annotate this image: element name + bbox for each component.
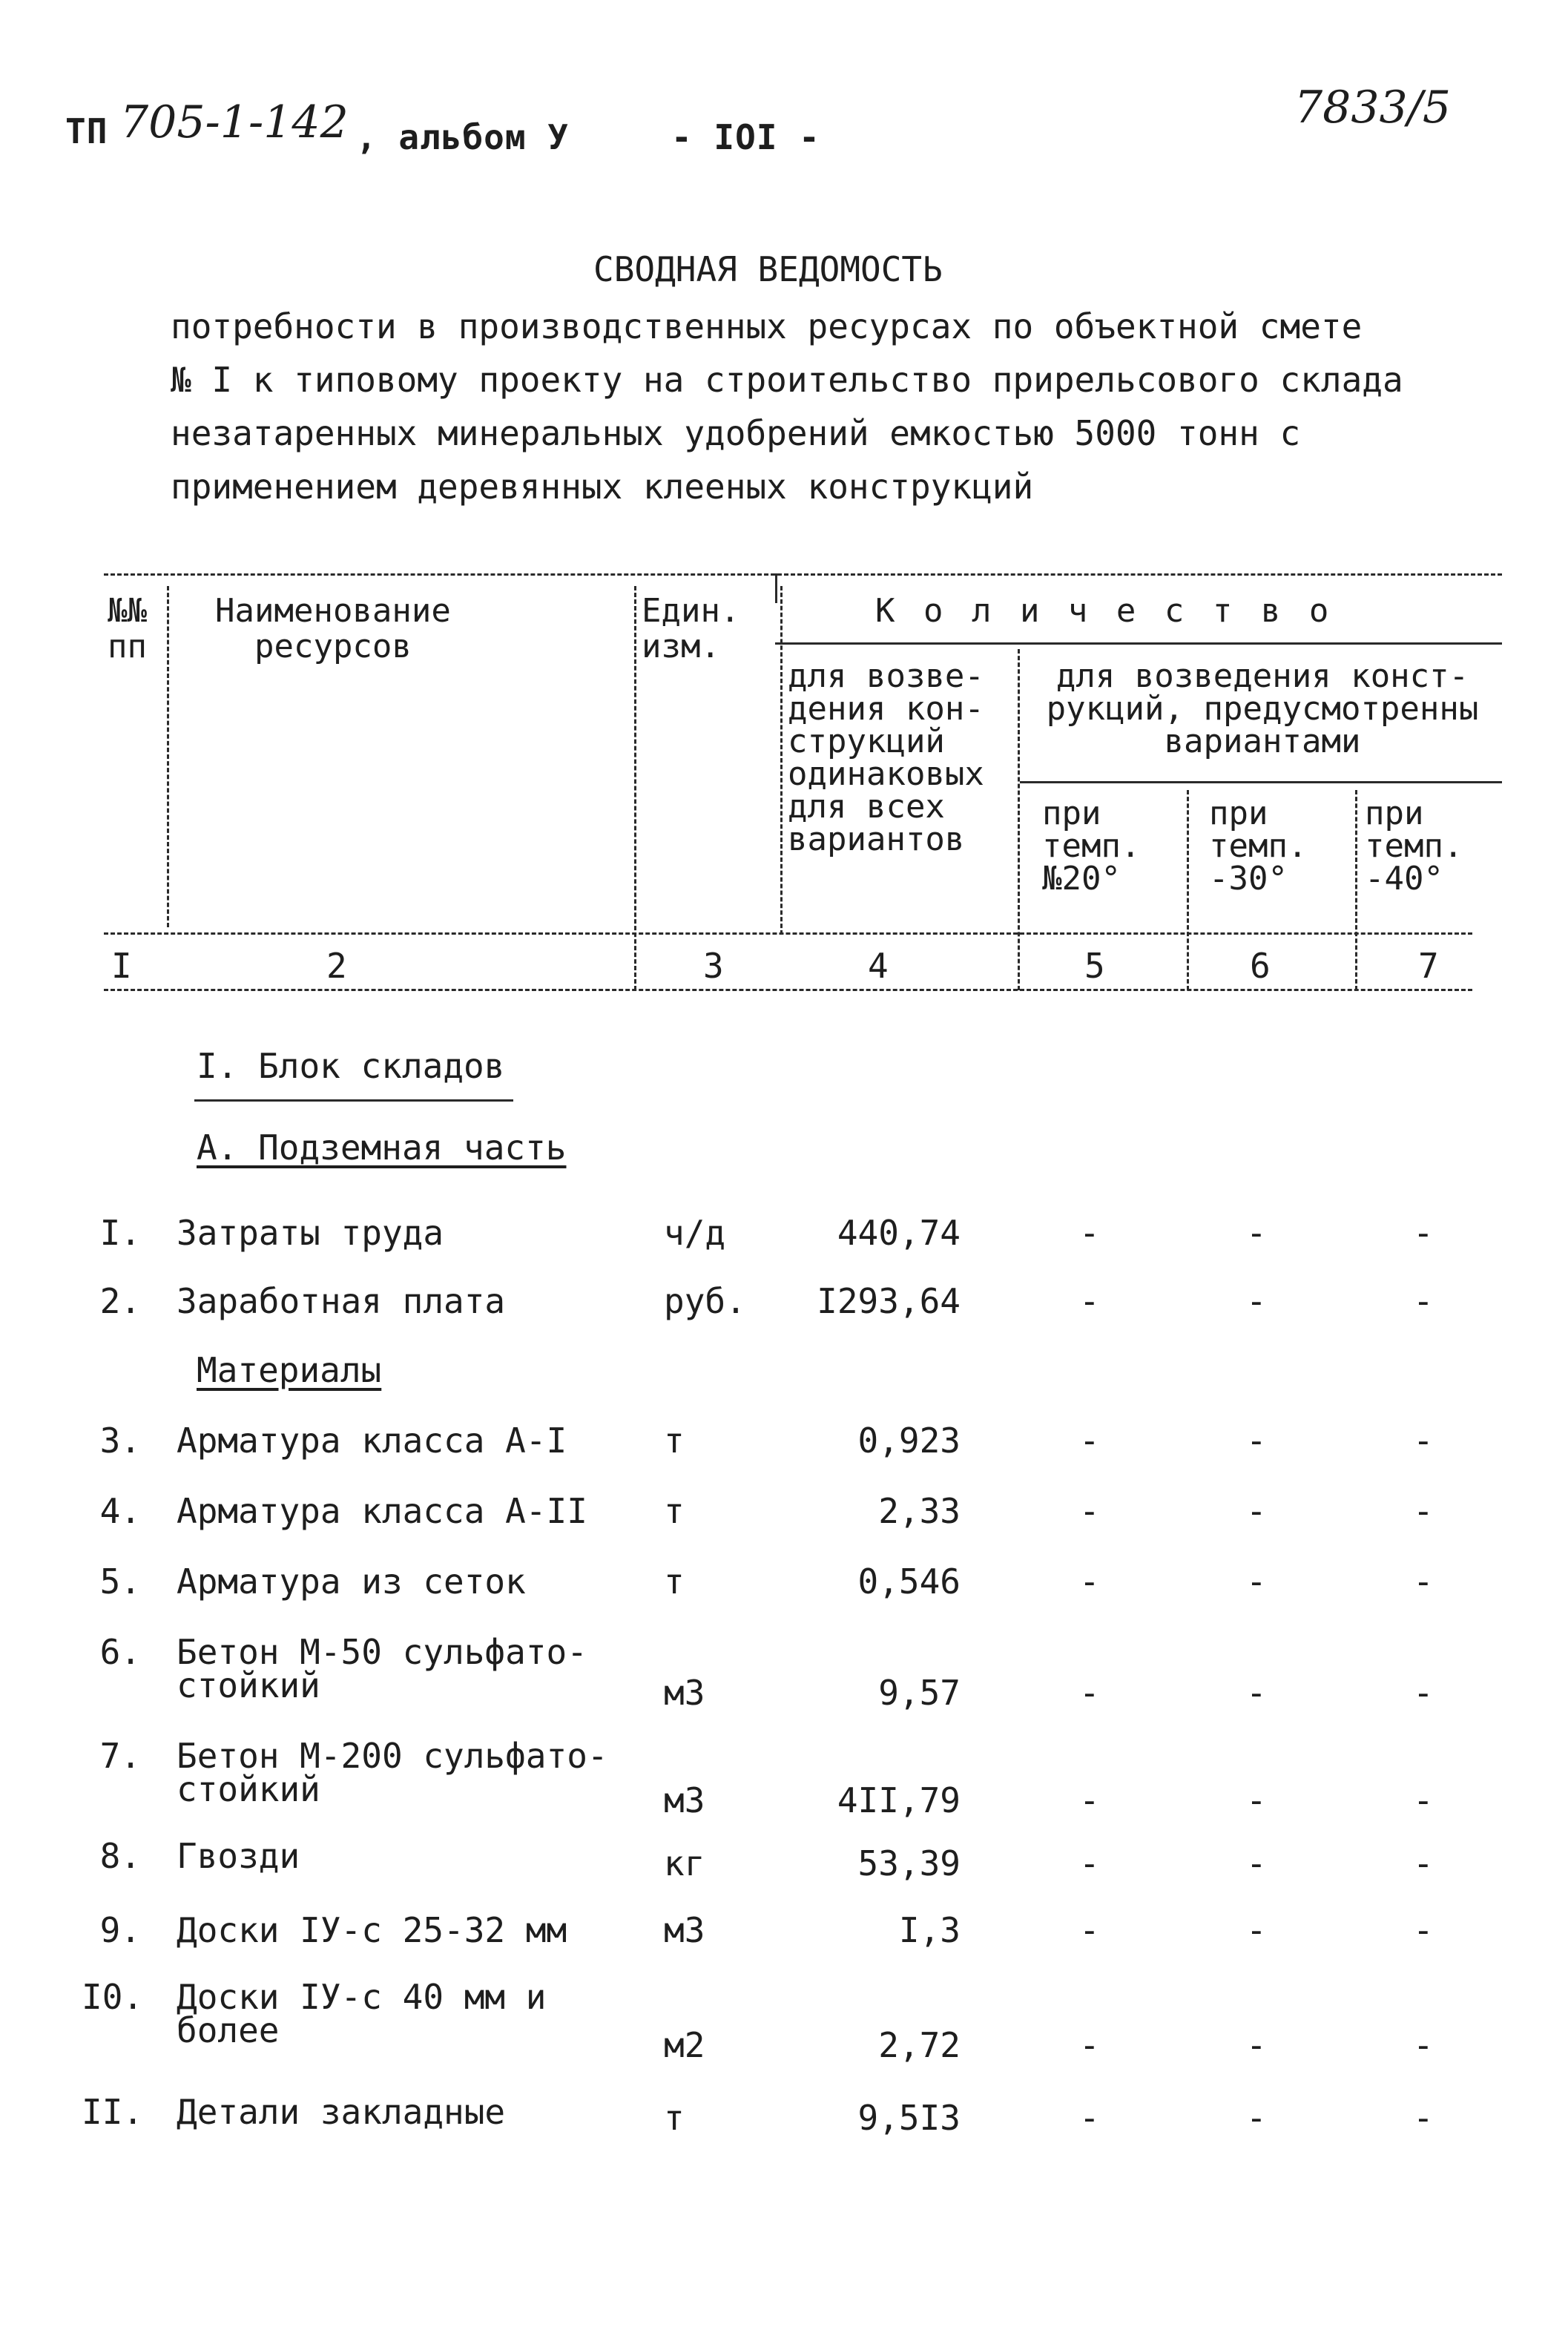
row-unit: т bbox=[664, 1421, 685, 1461]
doc-prefix: ТП bbox=[65, 111, 108, 151]
col-number: 7 bbox=[1418, 946, 1439, 986]
row-v7: - bbox=[1413, 1673, 1434, 1713]
table-row bbox=[0, 1910, 1568, 1955]
header-bottom-rule bbox=[104, 932, 1472, 935]
row-unit: м3 bbox=[664, 1910, 705, 1950]
row-qty: 2,33 bbox=[878, 1491, 961, 1531]
row-v6: - bbox=[1246, 1780, 1267, 1820]
section-heading: I. Блок складов bbox=[197, 1046, 505, 1086]
table-row bbox=[0, 1281, 1568, 1326]
table-row bbox=[0, 1632, 1568, 1714]
row-name: Арматура класса А-I bbox=[177, 1421, 567, 1461]
row-v5: - bbox=[1079, 2098, 1100, 2138]
quantity-rule bbox=[775, 642, 1502, 645]
col-number: 2 bbox=[326, 946, 347, 986]
row-num: 4. bbox=[99, 1491, 141, 1531]
row-num: 2. bbox=[99, 1281, 141, 1321]
row-name: Бетон М-50 сульфато- bbox=[177, 1632, 587, 1672]
doc-code: 705-1-142 bbox=[120, 96, 349, 148]
table-row bbox=[0, 2092, 1568, 2136]
col-sep bbox=[1187, 790, 1189, 990]
row-name: Детали закладные bbox=[177, 2092, 506, 2132]
col-number: 6 bbox=[1250, 946, 1271, 986]
col1-header: №№ пп bbox=[108, 592, 147, 665]
rule-tick bbox=[775, 573, 777, 603]
table-top-rule bbox=[104, 573, 1502, 576]
row-name: Доски IУ-с 25-32 мм bbox=[177, 1910, 567, 1950]
col-number: 3 bbox=[703, 946, 724, 986]
row-num: 9. bbox=[99, 1910, 141, 1950]
row-qty: I293,64 bbox=[817, 1281, 961, 1321]
row-qty: I,3 bbox=[898, 1910, 961, 1950]
row-v5: - bbox=[1079, 1421, 1100, 1461]
row-v5: - bbox=[1079, 1213, 1100, 1253]
album-label: , альбом У bbox=[356, 117, 569, 157]
col-sep bbox=[634, 586, 636, 990]
row-num: I0. bbox=[82, 1977, 144, 2017]
table-row bbox=[0, 1561, 1568, 1606]
quantity-header: К о л и ч е с т в о bbox=[875, 592, 1334, 630]
row-name: Затраты труда bbox=[177, 1213, 444, 1253]
variants-rule bbox=[1020, 781, 1502, 783]
table-row bbox=[0, 1736, 1568, 1820]
row-name-cont: более bbox=[177, 2010, 280, 2050]
row-v5: - bbox=[1079, 1673, 1100, 1713]
table-row bbox=[0, 1836, 1568, 1883]
row-name-cont: стойкий bbox=[177, 1665, 320, 1705]
row-v5: - bbox=[1079, 1491, 1100, 1531]
row-name: Гвозди bbox=[177, 1836, 300, 1876]
row-unit: т bbox=[664, 1561, 685, 1602]
row-name: Арматура из сеток bbox=[177, 1561, 526, 1602]
row-unit: руб. bbox=[664, 1281, 746, 1321]
col-number: 4 bbox=[868, 946, 889, 986]
row-v6: - bbox=[1246, 1673, 1267, 1713]
row-v7: - bbox=[1413, 1491, 1434, 1531]
document-title: СВОДНАЯ ВЕДОМОСТЬ bbox=[593, 249, 943, 289]
row-unit: кг bbox=[664, 1843, 705, 1883]
row-unit: т bbox=[664, 2098, 685, 2138]
section-underline bbox=[194, 1099, 513, 1102]
col-sep bbox=[167, 586, 169, 927]
row-qty: 9,5I3 bbox=[857, 2098, 961, 2138]
row-v5: - bbox=[1079, 1561, 1100, 1602]
col7-header: при темп. -40° bbox=[1365, 794, 1463, 898]
row-num: 3. bbox=[99, 1421, 141, 1461]
col3-header: Един. изм. bbox=[642, 592, 740, 665]
row-num: 5. bbox=[99, 1561, 141, 1602]
materials-label: Материалы bbox=[197, 1350, 382, 1390]
col-sep bbox=[1355, 790, 1357, 990]
row-qty: 53,39 bbox=[857, 1843, 961, 1883]
row-v7: - bbox=[1413, 1561, 1434, 1602]
row-v7: - bbox=[1413, 1910, 1434, 1950]
row-v5: - bbox=[1079, 1843, 1100, 1883]
col4-header: для возве- дения кон- струкций одинаковых для всех вариантов bbox=[788, 657, 984, 858]
col-number: I bbox=[111, 946, 132, 986]
row-qty: 0,923 bbox=[857, 1421, 961, 1461]
row-unit: ч/д bbox=[664, 1213, 726, 1253]
row-v5: - bbox=[1079, 1281, 1100, 1321]
row-v6: - bbox=[1246, 1281, 1267, 1321]
intro-text bbox=[171, 300, 1403, 513]
row-num: I. bbox=[99, 1213, 141, 1253]
row-v6: - bbox=[1246, 1843, 1267, 1883]
row-v6: - bbox=[1246, 2025, 1267, 2065]
col2-header: Наименование ресурсов bbox=[215, 592, 451, 665]
row-name: Бетон М-200 сульфато- bbox=[177, 1736, 608, 1776]
row-v6: - bbox=[1246, 1491, 1267, 1531]
row-num: II. bbox=[82, 2092, 144, 2132]
row-unit: м3 bbox=[664, 1673, 705, 1713]
col-number: 5 bbox=[1084, 946, 1105, 986]
row-unit: м2 bbox=[664, 2025, 705, 2065]
row-qty: 440,74 bbox=[837, 1213, 961, 1253]
row-num: 6. bbox=[99, 1632, 141, 1672]
row-name: Заработная плата bbox=[177, 1281, 506, 1321]
intro-line: № I к типовому проекту на строительство прирельсового склада bbox=[171, 360, 1403, 400]
subsection-heading: А. Подземная часть bbox=[197, 1128, 567, 1168]
row-v6: - bbox=[1246, 1561, 1267, 1602]
row-qty: 4II,79 bbox=[837, 1780, 961, 1820]
variants-header: для возведения конст- рукций, предусмотренны вариантами bbox=[1046, 657, 1479, 760]
row-v5: - bbox=[1079, 2025, 1100, 2065]
row-v7: - bbox=[1413, 2025, 1434, 2065]
page-number: - IOI - bbox=[671, 117, 820, 157]
intro-line: потребности в производственных ресурсах по объектной смете bbox=[171, 306, 1363, 346]
row-unit: т bbox=[664, 1491, 685, 1531]
row-qty: 2,72 bbox=[878, 2025, 961, 2065]
row-v7: - bbox=[1413, 2098, 1434, 2138]
row-num: 8. bbox=[99, 1836, 141, 1876]
row-qty: 9,57 bbox=[878, 1673, 961, 1713]
intro-line: незатаренных минеральных удобрений емкостью 5000 тонн с bbox=[171, 413, 1301, 453]
row-v6: - bbox=[1246, 1421, 1267, 1461]
row-v7: - bbox=[1413, 1213, 1434, 1253]
row-v5: - bbox=[1079, 1910, 1100, 1950]
row-name: Арматура класса А-II bbox=[177, 1491, 587, 1531]
col-sep bbox=[780, 586, 783, 935]
table-row bbox=[0, 1421, 1568, 1465]
row-v7: - bbox=[1413, 1843, 1434, 1883]
row-num: 7. bbox=[99, 1736, 141, 1776]
sheet-number: 7833/5 bbox=[1294, 82, 1452, 134]
col6-header: при темп. -30° bbox=[1209, 794, 1308, 898]
row-v7: - bbox=[1413, 1780, 1434, 1820]
table-row bbox=[0, 1491, 1568, 1536]
row-v5: - bbox=[1079, 1780, 1100, 1820]
col5-header: при темп. №20° bbox=[1042, 794, 1141, 898]
col-sep bbox=[1018, 649, 1020, 990]
row-name: Доски IУ-с 40 мм и bbox=[177, 1977, 547, 2017]
row-v6: - bbox=[1246, 2098, 1267, 2138]
row-unit: м3 bbox=[664, 1780, 705, 1820]
colnum-bottom-rule bbox=[104, 989, 1472, 991]
row-qty: 0,546 bbox=[857, 1561, 961, 1602]
table-row bbox=[0, 1213, 1568, 1257]
row-v7: - bbox=[1413, 1281, 1434, 1321]
table-row bbox=[0, 1977, 1568, 2065]
row-v6: - bbox=[1246, 1213, 1267, 1253]
row-v6: - bbox=[1246, 1910, 1267, 1950]
row-v7: - bbox=[1413, 1421, 1434, 1461]
intro-line: применением деревянных клееных конструкций bbox=[171, 467, 1034, 507]
row-name-cont: стойкий bbox=[177, 1769, 320, 1809]
